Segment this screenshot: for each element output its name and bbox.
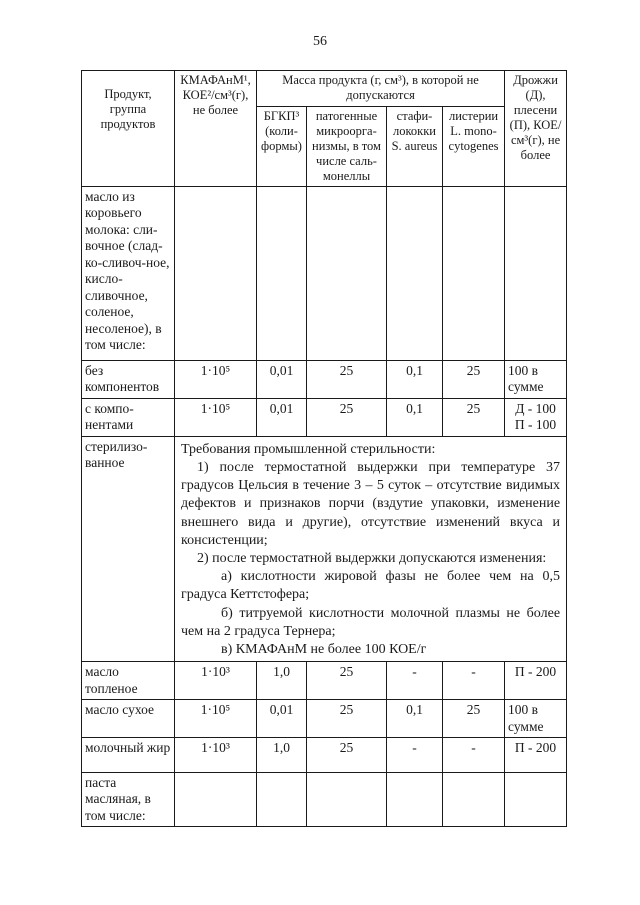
header-product: Продукт, группа продуктов xyxy=(82,71,175,187)
header-listeria: листерии L. mono-cytogenes xyxy=(443,107,505,187)
header-mass: Масса продукта (г, см³), в которой не допускаются xyxy=(257,71,505,107)
page-number: 56 xyxy=(313,34,327,49)
table-row: без компонентов 1·10⁵ 0,01 25 0,1 25 100 в сумме xyxy=(82,361,567,399)
mold-value: П - 100 xyxy=(514,417,557,433)
sterility-requirements: Требования промышленной стерильности: 1) после термостатной выдержки при температуре 37 градусов Цельсия в течение 3 – 5 суток – отсутствие видимых дефектов и признаков порчи (вздутие упаковки, изменение внешнего вида и другие), отсутствие изменений вкуса и консистенции; 2) после термостатной выдержки допускаются изменения: а) кислотности жировой фазы не более чем на 0,5 градуса Кеттстофера; б) титруемой кислотности молочной плазмы не более чем на 2 градуса Тернера; в) КМАФАнМ не более 100 КОЕ/г xyxy=(175,436,567,661)
table-row: масло топленое 1·10³ 1,0 25 - - П - 200 xyxy=(82,662,567,700)
row-butter-paste: паста масляная, в том числе: xyxy=(82,773,175,827)
table-row: стерилизо-ванное Требования промышленной стерильности: 1) после термостатной выдержки при температуре 37 градусов Цельсия в течение 3 – 5 суток – отсутствие видимых дефектов и признаков порчи (вздутие упаковки, изменение внешнего вида и другие), отсутствие изменений вкуса и консистенции; 2) после термостатной выдержки допускаются изменения: а) кислотности жировой фазы не более чем на 0,5 градуса Кеттстофера; б) титруемой кислотности молочной плазмы не более чем на 2 градуса Тернера; в) КМАФАнМ не более 100 КОЕ/г xyxy=(82,436,567,661)
header-kmafanm: КМАФАнМ¹, КОЕ²/см³(г), не более xyxy=(175,71,257,187)
requirements-table xyxy=(81,70,567,827)
yeast-value: Д - 100 xyxy=(515,400,556,416)
table-row: молочный жир 1·10³ 1,0 25 - - П - 200 xyxy=(82,738,567,773)
table-row: с компо-нентами 1·10⁵ 0,01 25 0,1 25 Д - 100 П - 100 xyxy=(82,398,567,436)
header-pathogenic: патогенные микроорга-низмы, в том числе саль-монеллы xyxy=(307,107,387,187)
table-row: масло сухое 1·10⁵ 0,01 25 0,1 25 100 в сумме xyxy=(82,700,567,738)
row-butter-group: масло из коровьего молока: сли-вочное (слад-ко-сливоч-ное, кисло-сливочное, соленое, несоленое), в том числе: xyxy=(82,187,175,361)
header-yeast-mold: Дрожжи (Д), плесени (П), КОЕ/см³(г), не более xyxy=(505,71,567,187)
header-staphylococcus: стафи-лококки S. aureus xyxy=(387,107,443,187)
header-bgkp: БГКП³ (коли-формы) xyxy=(257,107,307,187)
